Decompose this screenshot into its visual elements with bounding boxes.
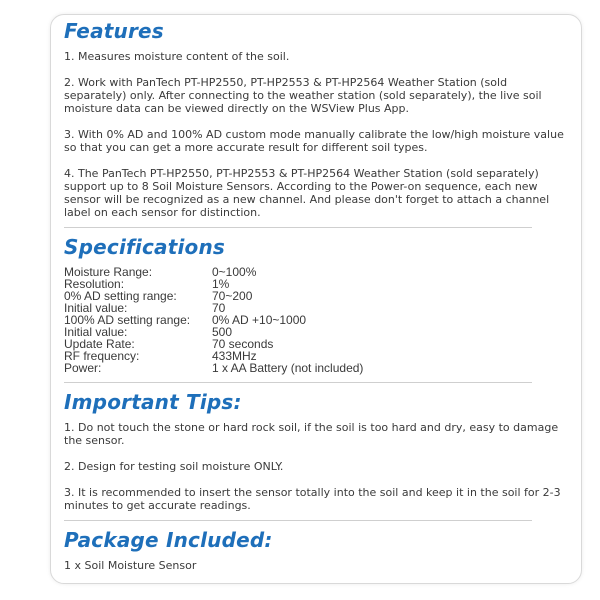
features-heading: Features [64, 19, 164, 43]
spec-value: 1% [212, 277, 230, 291]
spec-row [64, 290, 564, 302]
content [64, 18, 564, 572]
feature-item-1: 1. Measures moisture content of the soil. [64, 50, 290, 63]
spec-row [64, 266, 564, 278]
spec-value: 0% AD +10~1000 [212, 313, 307, 327]
spec-value: 500 [212, 325, 233, 339]
tip-item-3: 3. It is recommended to insert the sensor totally into the soil and keep it in the soil for 2-3 minutes to get accurate readings. [64, 486, 561, 512]
spec-label: Update Rate: [64, 337, 135, 351]
spec-row [64, 314, 564, 326]
spec-value: 1 x AA Battery (not included) [212, 361, 364, 375]
specifications-list [64, 266, 564, 374]
spec-label: Moisture Range: [64, 265, 153, 279]
tip-item-2: 2. Design for testing soil moisture ONLY. [64, 460, 284, 473]
divider [64, 227, 532, 228]
spec-label: RF frequency: [64, 349, 140, 363]
package-heading: Package Included: [64, 528, 273, 552]
spec-row [64, 326, 564, 338]
spec-label: Initial value: [64, 325, 128, 339]
specifications-heading: Specifications [64, 235, 226, 259]
spec-value: 70 seconds [212, 337, 274, 351]
package-item-1: 1 x Soil Moisture Sensor [64, 559, 197, 572]
spec-value: 70~200 [212, 289, 253, 303]
tip-item-1: 1. Do not touch the stone or hard rock soil, if the soil is too hard and dry, easy to damage the sensor. [64, 421, 559, 447]
spec-label: 100% AD setting range: [64, 313, 191, 327]
feature-item-2: 2. Work with PanTech PT-HP2550, PT-HP2553 & PT-HP2564 Weather Station (sold separately) only. After connecting to the weather station (sold separately), the live soil moisture data can be viewed directly on the WSView Plus App. [64, 76, 542, 115]
feature-item-4: 4. The PanTech PT-HP2550, PT-HP2553 & PT-HP2564 Weather Station (sold separately) support up to 8 Soil Moisture Sensors. According to the Power-on sequence, each new sensor will be recognized as a new channel. And please don't forget to attach a channel label on each sensor for distinction. [64, 167, 550, 219]
spec-label: 0% AD setting range: [64, 289, 177, 303]
spec-label: Initial value: [64, 301, 128, 315]
tips-heading: Important Tips: [64, 390, 242, 414]
divider [64, 520, 532, 521]
spec-value: 70 [212, 301, 226, 315]
spec-row [64, 362, 564, 374]
feature-item-3: 3. With 0% AD and 100% AD custom mode manually calibrate the low/high moisture value so that you can get a more accurate result for different soil types. [64, 128, 564, 154]
spec-label: Resolution: [64, 277, 125, 291]
divider [64, 382, 532, 383]
spec-value: 0~100% [212, 265, 257, 279]
spec-value: 433MHz [212, 349, 257, 363]
spec-label: Power: [64, 361, 102, 375]
spec-row [64, 338, 564, 350]
